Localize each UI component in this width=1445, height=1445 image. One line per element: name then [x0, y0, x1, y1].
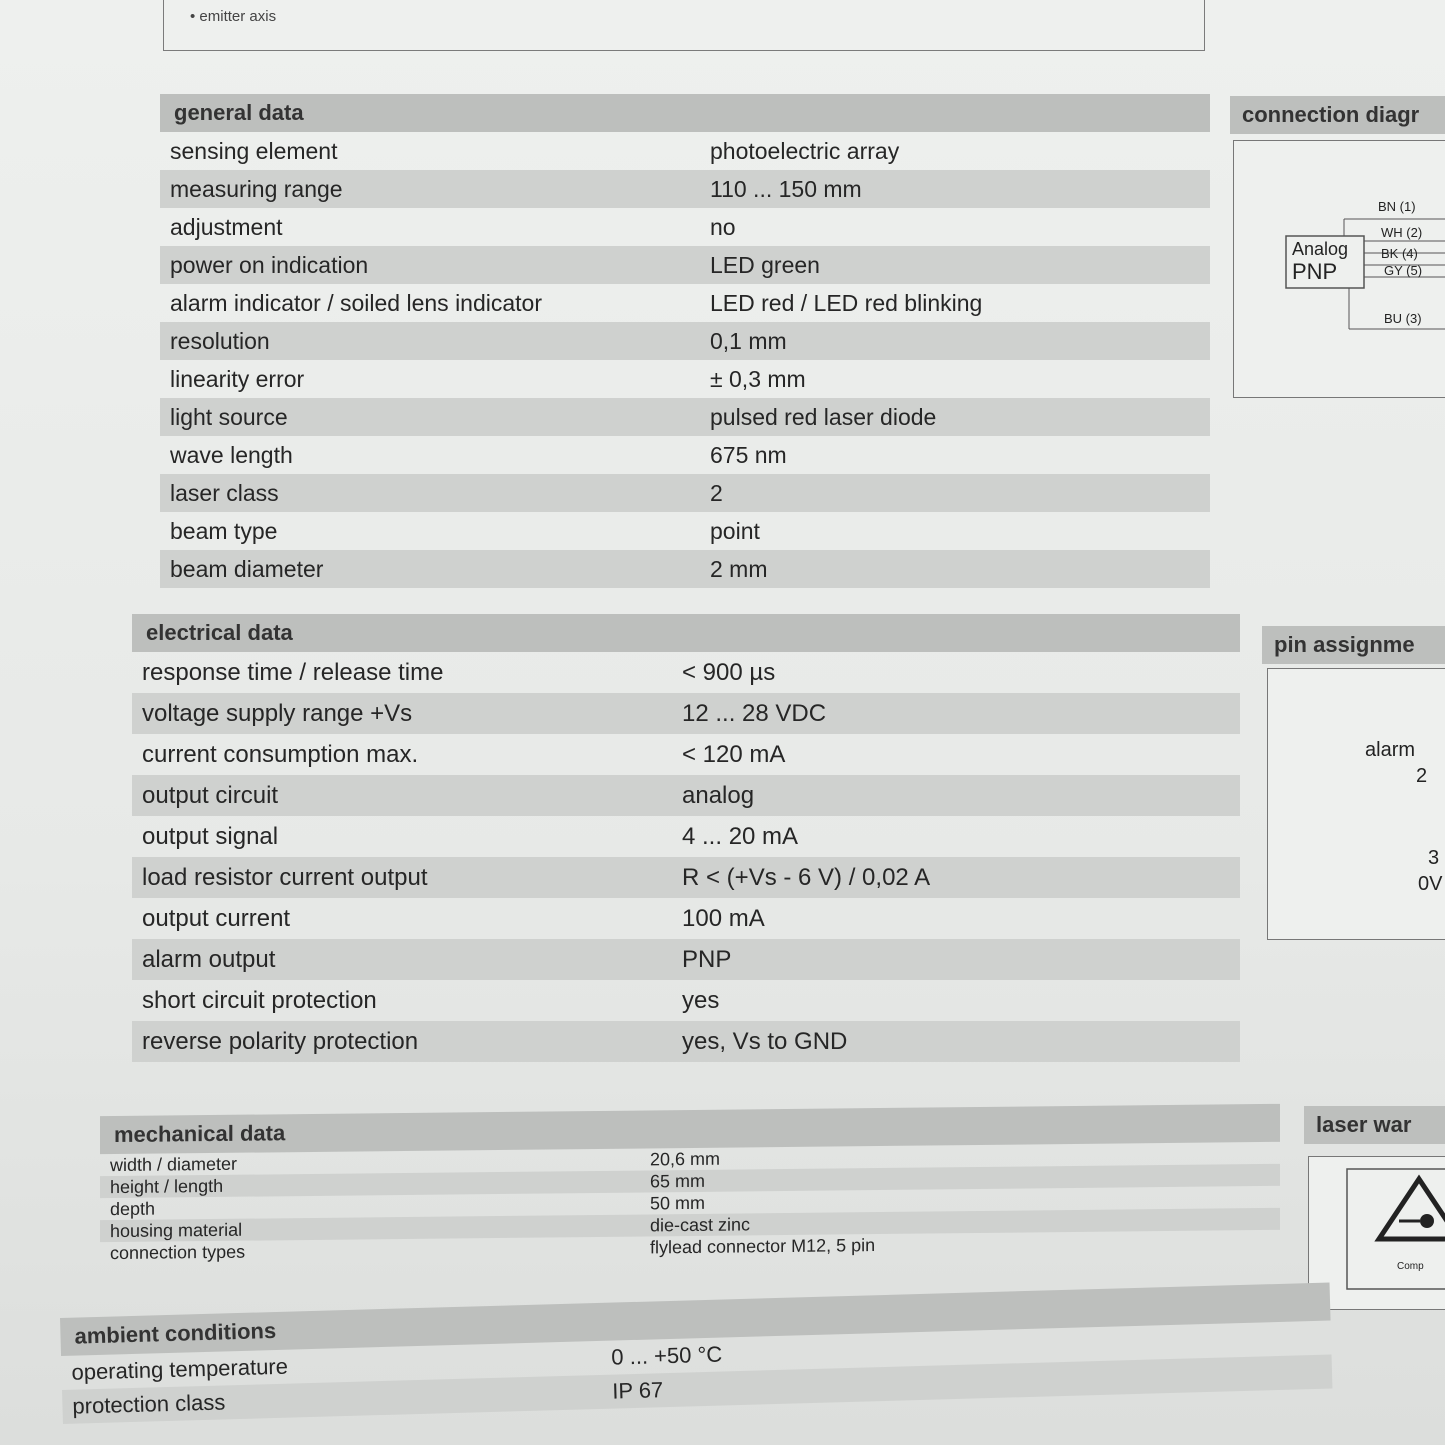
spec-label: current consumption max. — [142, 740, 419, 768]
spec-value: analog — [682, 781, 755, 809]
spec-row — [132, 652, 1240, 693]
spec-value: ± 0,3 mm — [710, 365, 806, 392]
spec-value: die-cast zinc — [650, 1213, 751, 1235]
pin-3-label: 3 — [1428, 847, 1440, 869]
spec-label: alarm output — [142, 945, 276, 973]
spec-row — [160, 550, 1210, 588]
spec-value: IP 67 — [611, 1377, 664, 1404]
spec-value: 2 mm — [710, 555, 768, 582]
spec-value: point — [710, 517, 760, 544]
spec-row — [160, 436, 1210, 474]
ambient-conditions-title: ambient conditions — [60, 1283, 1331, 1356]
pin-2-label: 2 — [1416, 765, 1428, 787]
laser-burst-icon — [1420, 1214, 1434, 1228]
spec-value: < 120 mA — [682, 740, 786, 768]
spec-label: adjustment — [170, 213, 283, 240]
electrical-data-rows — [132, 652, 1240, 1062]
pin-alarm-label: alarm — [1365, 739, 1416, 761]
spec-label: height / length — [110, 1175, 224, 1197]
mechanical-data-section — [100, 1104, 1280, 1264]
electrical-data-title: electrical data — [132, 614, 1240, 652]
spec-label: housing material — [110, 1219, 243, 1241]
spec-row — [132, 1021, 1240, 1062]
spec-row — [160, 360, 1210, 398]
spec-row — [160, 512, 1210, 550]
spec-value: yes, Vs to GND — [682, 1027, 848, 1055]
spec-label: width / diameter — [110, 1153, 238, 1175]
spec-value: 12 ... 28 VDC — [682, 699, 827, 727]
laser-warning-title: laser war — [1304, 1106, 1445, 1144]
general-data-title: general data — [160, 94, 1210, 132]
emitter-axis-note: • emitter axis — [190, 8, 277, 25]
spec-label: response time / release time — [142, 658, 444, 686]
spec-label: measuring range — [170, 175, 343, 202]
spec-value: PNP — [682, 945, 732, 973]
spec-label: output circuit — [142, 781, 279, 809]
spec-label: connection types — [110, 1241, 246, 1263]
spec-value: 100 mA — [682, 904, 765, 932]
spec-row — [132, 775, 1240, 816]
spec-value: 20,6 mm — [650, 1148, 721, 1169]
general-data-section — [160, 94, 1210, 588]
spec-label: power on indication — [170, 251, 369, 278]
spec-label: depth — [110, 1198, 156, 1219]
pin-assignment-title: pin assignme — [1262, 626, 1445, 664]
mechanical-data-title: mechanical data — [100, 1104, 1280, 1154]
spec-row — [132, 980, 1240, 1021]
spec-value: 50 mm — [650, 1192, 706, 1213]
spec-value: no — [710, 213, 736, 240]
emitter-axis-box — [163, 0, 1205, 51]
spec-value: R < (+Vs - 6 V) / 0,02 A — [682, 863, 931, 891]
spec-row — [132, 898, 1240, 939]
spec-label: protection class — [72, 1389, 226, 1419]
spec-row — [160, 474, 1210, 512]
ambient-conditions-section — [60, 1283, 1332, 1424]
wire-label-gy: GY (5) — [1384, 263, 1423, 278]
spec-value: 4 ... 20 mA — [682, 822, 799, 850]
spec-row — [160, 132, 1210, 170]
spec-label: linearity error — [170, 365, 305, 392]
spec-value: 2 — [710, 479, 723, 506]
spec-value: pulsed red laser diode — [710, 403, 937, 430]
spec-value: 110 ... 150 mm — [710, 175, 862, 202]
general-data-rows — [160, 132, 1210, 588]
spec-row — [160, 322, 1210, 360]
laser-triangle-icon — [1379, 1179, 1445, 1239]
spec-row — [132, 816, 1240, 857]
spec-value: yes — [682, 986, 720, 1014]
spec-label: sensing element — [170, 137, 338, 164]
spec-label: laser class — [170, 479, 279, 506]
pin-0v-label: 0V — [1418, 873, 1443, 895]
spec-row — [160, 208, 1210, 246]
spec-label: wave length — [170, 441, 293, 468]
spec-row — [160, 284, 1210, 322]
spec-label: output current — [142, 904, 291, 932]
spec-label: beam diameter — [170, 555, 324, 582]
spec-value: 675 nm — [710, 441, 787, 468]
spec-label: output signal — [142, 822, 279, 850]
spec-row — [132, 857, 1240, 898]
spec-value: flylead connector M12, 5 pin — [650, 1234, 876, 1257]
spec-value: 0 ... +50 °C — [610, 1341, 723, 1370]
wire-label-wh: WH (2) — [1381, 225, 1423, 240]
warning-label-frame — [1347, 1169, 1445, 1289]
spec-label: load resistor current output — [142, 863, 428, 891]
connection-diagram-title: connection diagr — [1230, 96, 1445, 134]
wire-label-bu: BU (3) — [1384, 311, 1422, 326]
spec-label: reverse polarity protection — [142, 1027, 419, 1055]
spec-label: light source — [170, 403, 288, 430]
spec-row — [132, 939, 1240, 980]
spec-label: short circuit protection — [142, 986, 377, 1014]
spec-value: 65 mm — [650, 1170, 706, 1191]
pnp-label: PNP — [1292, 259, 1338, 284]
mechanical-data-rows — [100, 1142, 1280, 1264]
spec-label: alarm indicator / soiled lens indicator — [170, 289, 543, 316]
laser-warning-caption: Comp — [1397, 1261, 1424, 1272]
connection-diagram-box — [1233, 140, 1445, 398]
electrical-data-section — [132, 614, 1240, 1062]
spec-label: beam type — [170, 517, 278, 544]
spec-label: voltage supply range +Vs — [142, 699, 413, 727]
spec-value: 0,1 mm — [710, 327, 787, 354]
spec-value: photoelectric array — [710, 137, 900, 164]
spec-row — [160, 170, 1210, 208]
spec-label: operating temperature — [71, 1353, 289, 1385]
spec-row — [132, 734, 1240, 775]
wire-label-bn: BN (1) — [1378, 199, 1416, 214]
wire-label-bk: BK (4) — [1381, 246, 1418, 261]
analog-label: Analog — [1292, 239, 1349, 259]
pin-assignment-box — [1267, 668, 1445, 940]
spec-row — [132, 693, 1240, 734]
spec-value: < 900 µs — [682, 658, 776, 686]
spec-value: LED green — [710, 251, 820, 278]
spec-value: LED red / LED red blinking — [710, 289, 983, 316]
spec-row — [160, 398, 1210, 436]
spec-label: resolution — [170, 327, 270, 354]
spec-row — [160, 246, 1210, 284]
